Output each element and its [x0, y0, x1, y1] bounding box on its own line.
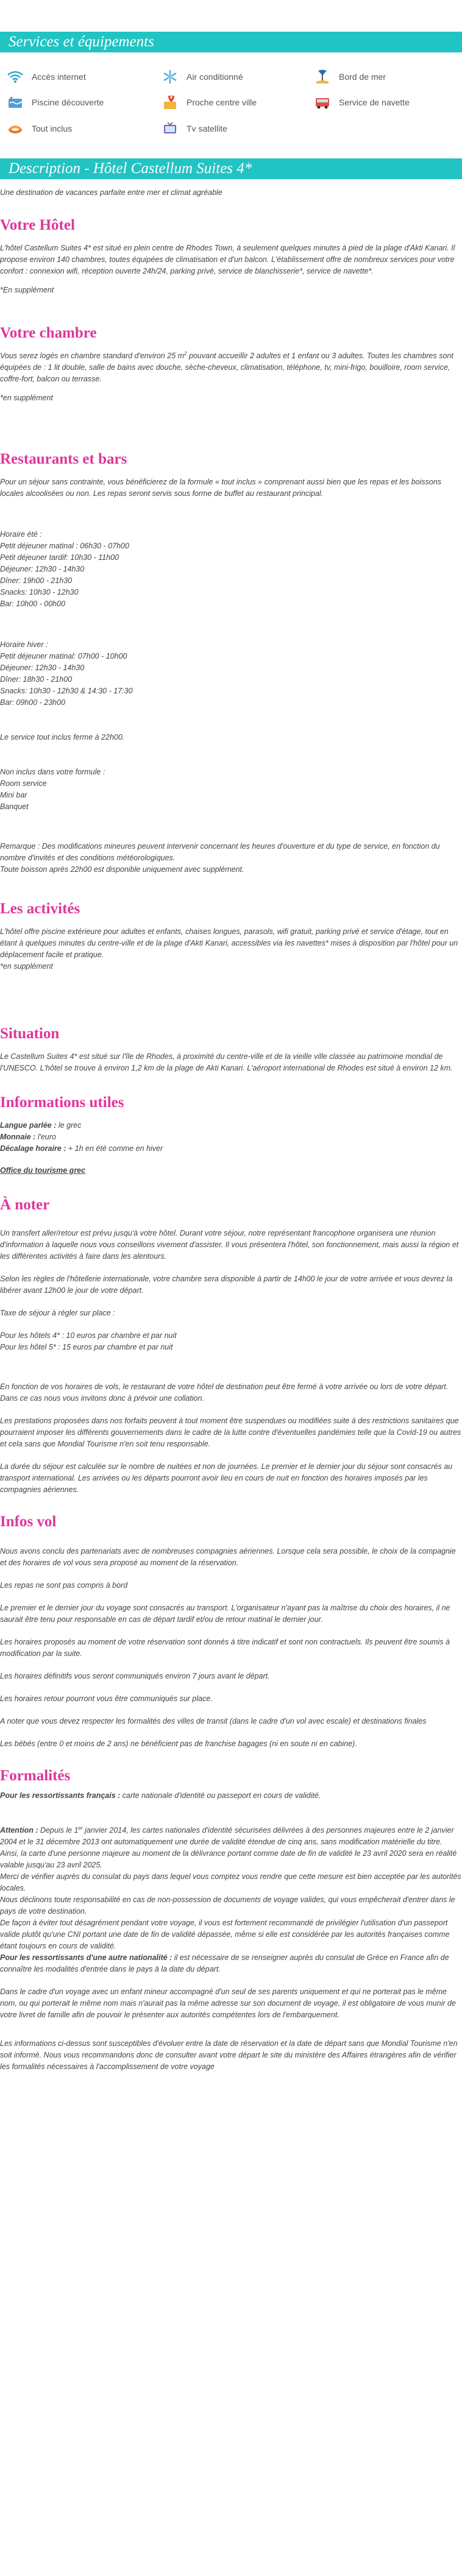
summer-hours-title: Horaire été :	[0, 530, 42, 539]
hotel-heading: Votre Hôtel	[0, 217, 75, 233]
formalities-attention-sup: er	[78, 1825, 83, 1831]
flights-babies: Les bébés (entre 0 et moins de 2 ans) ne bénéficient pas de franchise bagages (ni en soute ni en cabine).	[0, 1739, 357, 1748]
all-inclusive-closing: Le service tout inclus ferme à 22h00.	[0, 733, 125, 741]
formalities-other-value: il est nécessaire de se renseigner auprès du consulat de Grèce en France afin de connaître les modalités d'entrée dans le pays à la date du départ.	[0, 1953, 449, 1973]
info-language-value: le grec	[56, 1121, 82, 1130]
formalities-passport-advice: De façon à éviter tout désagrément pendant votre voyage, il vous est fortement recommandé de privilégier l'utilisation d'un passeport valide plutôt qu'une CNI portant une date de fin de validité dépassée, même si elle est considérée par les autorités françaises comme étant toujours en cours de validité.	[0, 1919, 450, 1950]
summer-hour-line: Petit déjeuner matinal : 06h30 - 07h00	[0, 542, 129, 550]
tourism-office-link[interactable]	[0, 1165, 462, 1177]
amenity-shuttle	[307, 94, 462, 112]
restaurants-remark: Remarque : Des modifications mineures peuvent intervenir concernant les heures d'ouverture et du type de service, en fonction du nombre d'invités et des conditions météorologiques.	[0, 842, 440, 862]
services-banner	[0, 32, 462, 52]
restaurants-remark-2: Toute boisson après 22h00 est disponible uniquement avec supplément.	[0, 865, 244, 874]
info-currency	[0, 1131, 462, 1143]
amenity-label: Service de navette	[339, 97, 410, 108]
flights-meals: Les repas ne sont pas compris à bord	[0, 1581, 128, 1590]
description-title: Description - Hôtel Castellum Suites 4*	[9, 160, 252, 177]
wifi-icon	[6, 69, 24, 84]
tax-5-star: Pour les hôtel 5* : 15 euros par chambre et par nuit	[0, 1343, 173, 1351]
activities-text: L'hôtel offre piscine extérieure pour adultes et enfants, chaises longues, parasols, wifi gratuit, parking privé et service d'étage, tout en étant à quelques minutes du centre-ville et de la plage d'Akti Kanari, accessibles via les navettes* mises à disposition par l'hôtel pour un déplacement facile et pratique.	[0, 927, 458, 959]
amenities-grid	[0, 52, 462, 138]
flights-transit: A noter que vous devez respecter les formalités des villes de transit (dans le cadre d'un vol avec escale) et destinations finales	[0, 1717, 427, 1725]
amenity-label: Accès internet	[32, 71, 86, 82]
amenity-beach	[307, 68, 462, 86]
note-heading: À noter	[0, 1197, 50, 1213]
note-covid: Les prestations proposées dans nos forfaits peuvent à tout moment être suspendues ou modifiées suite à des restrictions sanitaires que pourraient imposer les différents gouvernements dans le cadre de la lutte contre d'éventuelles pandémies telle que la Covid-19 ou autres et cela sans que Mondial Tourisme n'en soit tenu responsable.	[0, 1417, 461, 1448]
beach-icon	[313, 69, 332, 84]
amenity-label: Tout inclus	[32, 124, 73, 134]
amenity-all-inclusive	[0, 120, 155, 138]
info-language	[0, 1120, 462, 1131]
formalities-french-label: Pour les ressortissants français :	[0, 1791, 121, 1800]
info-timezone-label: Décalage horaire :	[0, 1144, 66, 1153]
info-list	[0, 1120, 462, 1177]
room-heading: Votre chambre	[0, 325, 97, 341]
info-language-label: Langue parlée :	[0, 1121, 57, 1130]
amenity-label: Air conditionné	[187, 71, 243, 82]
bracelet-icon	[6, 122, 24, 136]
activities-heading: Les activités	[0, 901, 80, 917]
formalities-responsibility: Nous déclinons toute responsabilité en cas de non-possession de documents de voyage valides, qui vous empêcherait d'entrer dans le pays de votre destination.	[0, 1895, 455, 1916]
hotel-text: L'hôtel Castellum Suites 4* est situé en plein centre de Rhodes Town, à seulement quelques minutes à pied de la plage d'Akti Kanari. Il propose environ 140 chambres, toutes équipées de climatisation et d'un balcon. L'établissement offre de nombreux services pour votre confort : connexion wifi, réception ouverte 24h/24, parking privé, service de blanchisserie*, service de navette*.	[0, 244, 455, 275]
formalities-attention-b: janvier 2014, les cartes nationales d'identité sécurisées délivrées à des personnes majeures entre le 2 janvier 2004 et le 31 décembre 2013 ont automatiquement une durée de validité étendue de cinq ans, sans modification matérielle du titre. Ainsi, la carte d'une personne majeure au moment de la délivrance portant comme date de fin de validité le 23 avril 2020 sera en réalité valable jusqu'au 23 avril 2025.	[0, 1826, 457, 1869]
flights-return-times: Les horaires retour pourront vous être communiqués sur place.	[0, 1694, 213, 1703]
not-included-title: Non inclus dans votre formule :	[0, 768, 105, 776]
amenity-label: Bord de mer	[339, 71, 386, 82]
note-duration: La durée du séjour est calculée sur le nombre de nuitées et non de journées. Le premier et le dernier jour du séjour sont consacrés au transport international. Les arrivées ou les départs pourront avoir lieu en cours de nuit en fonction des horaires imposés par les compagnies aériennes.	[0, 1462, 453, 1494]
flights-partners: Nous avons conclu des partenariats avec de nombreuses compagnies aériennes. Lorsque cela sera possible, le choix de la compagnie et des horaires de vol vous sera proposé au moment de la réservation.	[0, 1547, 456, 1567]
amenity-label: Tv satellite	[187, 124, 227, 134]
summer-hour-line: Dîner: 19h00 - 21h30	[0, 576, 73, 585]
city-pin-icon	[161, 96, 179, 110]
flights-times-indicative: Les horaires proposés au moment de votre réservation sont donnés à titre indicatif et sont non contractuels. Ils peuvent être soumis à modification par la suite.	[0, 1638, 450, 1658]
hotel-note: *En supplément	[0, 286, 54, 294]
pool-icon	[6, 96, 24, 110]
description-content	[0, 187, 462, 2073]
winter-hour-line: Snacks: 10h30 - 12h30 & 14:30 - 17:30	[0, 687, 133, 695]
tax-title: Taxe de séjour à régler sur place :	[0, 1309, 115, 1317]
formalities-other-label: Pour les ressortissants d'une autre nationalité :	[0, 1953, 172, 1962]
formalities-attention	[0, 1825, 462, 1871]
summer-hours-list	[0, 540, 462, 610]
formalities-attention-label: Attention :	[0, 1826, 38, 1835]
summer-hour-line: Déjeuner: 12h30 - 14h30	[0, 565, 85, 573]
info-heading: Informations utiles	[0, 1094, 124, 1111]
amenity-label: Proche centre ville	[187, 97, 257, 108]
summer-hour-line: Bar: 10h00 - 00h00	[0, 600, 66, 608]
winter-hours-title: Horaire hiver :	[0, 640, 48, 649]
flights-final-times: Les horaires définitifs vous seront communiqués environ 7 jours avant le départ.	[0, 1672, 270, 1680]
activities-note: *en supplément	[0, 962, 53, 971]
not-included-list	[0, 778, 462, 813]
formalities-minor: Dans le cadre d'un voyage avec un enfant mineur accompagné d'un seul de ses parents uniquement et qui ne porterait pas le même nom, ou qui porterait le même nom mais n'aurait pas la même adresse sur son document de voyage, il est obligatoire de vous munir de votre livret de famille afin de pouvoir le présenter aux autorités compétentes lors de l'embarquement.	[0, 1987, 456, 2019]
tax-4-star: Pour les hôtels 4* : 10 euros par chambre et par nuit	[0, 1331, 177, 1340]
room-text-sup: 2	[184, 350, 187, 356]
info-currency-label: Monnaie :	[0, 1133, 36, 1141]
bus-icon	[313, 96, 332, 110]
services-title: Services et équipements	[9, 34, 154, 50]
summer-hour-line: Petit déjeuner tardif: 10h30 - 11h00	[0, 553, 119, 562]
room-note: *en supplément	[0, 394, 53, 402]
summer-hour-line: Snacks: 10h30 - 12h30	[0, 588, 79, 596]
description-banner	[0, 158, 462, 179]
amenity-tv	[155, 120, 307, 138]
info-timezone	[0, 1143, 462, 1155]
note-transfer-text: Un transfert aller/retour est prévu jusqu'à votre hôtel. Durant votre séjour, notre représentant francophone organisera une réunion d'information à laquelle nous vous conseillons vivement d'assister. Il vous présentera l'hôtel, son fonctionnement, mais aussi la région et les différentes activités à faire dans les alentours.	[0, 1229, 459, 1261]
winter-hour-line: Petit déjeuner matinal: 07h00 - 10h00	[0, 652, 127, 660]
amenity-internet	[0, 68, 155, 86]
situation-text: Le Castellum Suites 4* est situé sur l'île de Rhodes, à proximité du centre-ville et de la vieille ville classée au patrimoine mondial de l'UNESCO. L'hôtel se trouve à environ 1,2 km de la plage de Akti Kanari. L'aéroport international de Rhodes est situé à environ 12 km.	[0, 1052, 453, 1072]
amenity-aircon	[155, 68, 307, 86]
formalities-check-consulate: Merci de vérifier auprès du consulat du pays dans lequel vous comptez vous rendre que cette mesure est bien acceptée par les autorités locales.	[0, 1872, 461, 1892]
not-included-item: Room service	[0, 779, 47, 788]
restaurants-heading: Restaurants et bars	[0, 451, 127, 467]
formalities-heading: Formalités	[0, 1767, 71, 1784]
room-text-b: pouvant accueillir 2 adultes et 1 enfant ou 3 adultes. Toutes les chambres sont équipées de : 1 lit double, salle de bains avec douche, sèche-cheveux, climatisation, téléphone, tv, mini-frigo, bouilloire, room service, coffre-fort, balcon ou terrasse.	[0, 352, 453, 383]
not-included-item: Mini bar	[0, 791, 27, 799]
flights-transport-days: Le premier et le dernier jour du voyage sont consacrés au transport. L'organisateur n'ayant pas la maîtrise du choix des horaires, il ne saurait être tenu pour responsable en cas de départ tardif et/ou de retour matinal le dernier jour.	[0, 1604, 450, 1624]
formalities-disclaimer: Les informations ci-dessus sont susceptibles d'évoluer entre la date de réservation et la date de départ sans que Mondial Tourisme n'en soit informé. Nous vous recommandons donc de consulter avant votre départ le site du ministère des Affaires étrangères afin de vérifier les formalités nécessaires à l'accomplissement de votre voyage	[0, 2039, 458, 2071]
flights-heading: Infos vol	[0, 1513, 57, 1530]
info-currency-value: l'euro	[35, 1133, 56, 1141]
amenity-city	[155, 94, 307, 112]
formalities-french-value: carte nationale d'identité ou passeport en cours de validité.	[120, 1791, 321, 1800]
tagline: Une destination de vacances parfaite entre mer et climat agréable	[0, 188, 222, 197]
note-restaurant: En fonction de vos horaires de vols, le restaurant de votre hôtel de destination peut être fermé à votre arrivée ou lors de votre départ. Dans ce cas nous vous invitons donc à prévoir une collation.	[0, 1382, 449, 1403]
amenity-pool	[0, 94, 155, 112]
winter-hour-line: Bar: 09h00 - 23h00	[0, 698, 66, 707]
formalities-other-nationality	[0, 1952, 462, 1975]
not-included-item: Banquet	[0, 802, 29, 811]
formalities-attention-a: Depuis le 1	[38, 1826, 79, 1835]
info-timezone-value: + 1h en été comme en hiver	[66, 1144, 163, 1153]
note-room-times: Selon les règles de l'hôtellerie internationale, votre chambre sera disponible à partir de 14h00 le jour de votre arrivée et vous devrez la libérer avant 12h00 le jour de votre départ.	[0, 1275, 453, 1295]
winter-hour-line: Déjeuner: 12h30 - 14h30	[0, 663, 85, 672]
room-text-a: Vous serez logés en chambre standard d'environ 25 m	[0, 352, 185, 360]
room-text	[0, 350, 462, 385]
tv-icon	[161, 122, 179, 136]
snowflake-icon	[161, 69, 179, 84]
tourism-office-link-text[interactable]: Office du tourisme grec	[0, 1166, 86, 1175]
restaurants-intro: Pour un séjour sans contrainte, vous bénéficierez de la formule « tout inclus » comprenant aussi bien que les repas et les boissons locales alcoolisées ou non. Les repas seront servis sous forme de buffet au restaurant principal.	[0, 478, 442, 498]
winter-hour-line: Dîner: 18h30 - 21h00	[0, 675, 73, 684]
formalities-french	[0, 1790, 462, 1802]
winter-hours-list	[0, 651, 462, 709]
amenity-label: Piscine découverte	[32, 97, 104, 108]
situation-heading: Situation	[0, 1025, 60, 1042]
